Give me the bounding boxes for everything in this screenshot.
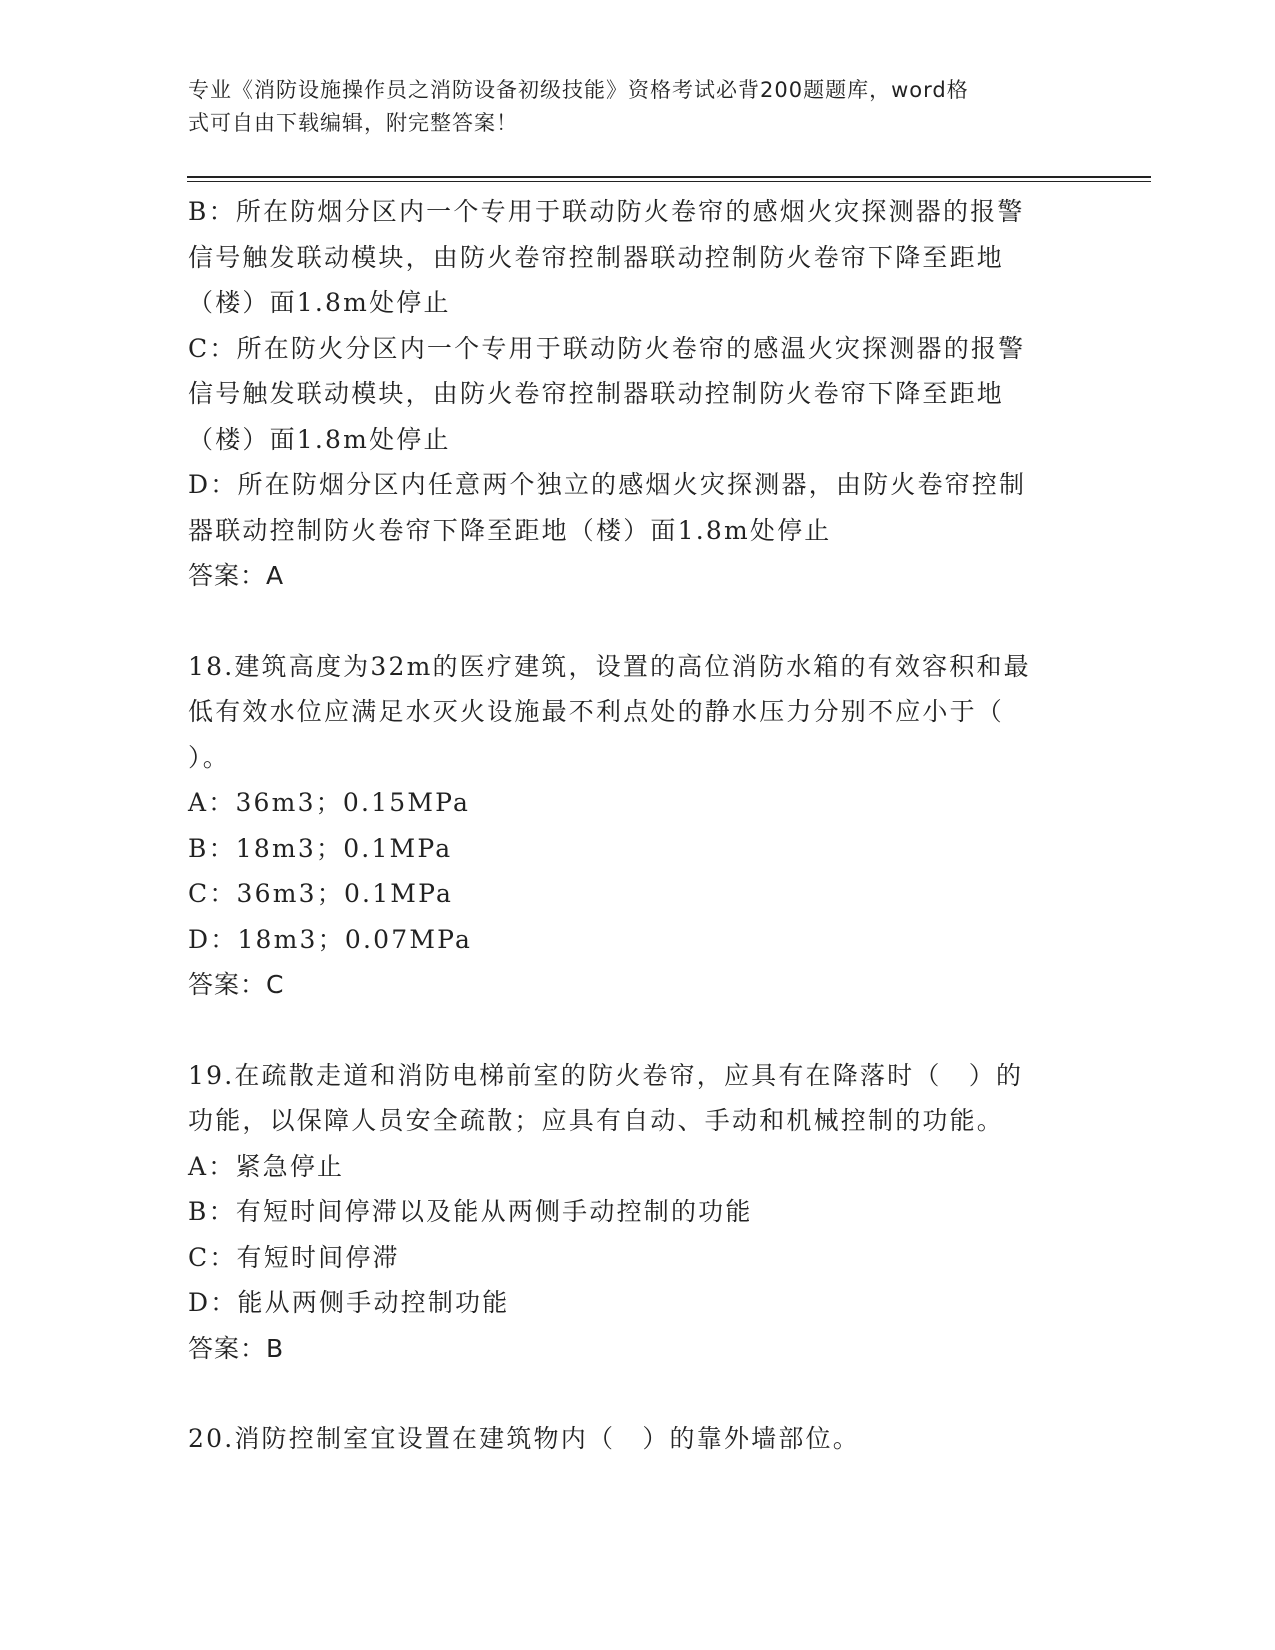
question-18 (188, 644, 1068, 1008)
option-b: B：18m3；0.1MPa (188, 833, 453, 863)
question-stem-line: ）。 (188, 742, 230, 772)
option-a: A：36m3；0.15MPa (188, 788, 471, 817)
question-content (188, 189, 1068, 1462)
option-b-line-3: （楼）面1.8m处停止 (188, 288, 451, 317)
header-rule-thick (187, 176, 1151, 178)
option-d: D：能从两侧手动控制功能 (188, 1288, 510, 1317)
option-b-line-2: 信号触发联动模块，由防火卷帘控制器联动控制防火卷帘下降至距地 (188, 242, 1005, 272)
question-17-continued (188, 189, 1068, 599)
question-stem-line: 20.消防控制室宜设置在建筑物内（ ）的靠外墙部位。 (188, 1424, 860, 1453)
question-20 (188, 1416, 1068, 1462)
option-d-line-1: D：所在防烟分区内任意两个独立的感烟火灾探测器，由防火卷帘控制 (188, 470, 1027, 499)
spacer (188, 1008, 1068, 1053)
answer: 答案：A (188, 561, 285, 590)
spacer (188, 599, 1068, 644)
option-a: A：紧急停止 (188, 1151, 345, 1181)
option-b-line-1: B：所在防烟分区内一个专用于联动防火卷帘的感烟火灾探测器的报警 (188, 197, 1025, 226)
option-c-line-1: C：所在防火分区内一个专用于联动防火卷帘的感温火灾探测器的报警 (188, 333, 1026, 363)
option-c-line-3: （楼）面1.8m处停止 (188, 424, 451, 454)
answer: 答案：C (188, 970, 285, 999)
header-rule-thin (187, 181, 1151, 182)
option-d: D：18m3；0.07MPa (188, 924, 473, 954)
question-stem-line: 19.在疏散走道和消防电梯前室的防火卷帘，应具有在降落时（ ）的 (188, 1060, 1024, 1090)
question-stem-line: 低有效水位应满足水灭火设施最不利点处的静水压力分别不应小于（ (188, 697, 1005, 726)
document-header (188, 74, 1068, 140)
option-b (188, 189, 1068, 326)
option-d-line-2: 器联动控制防火卷帘下降至距地（楼）面1.8m处停止 (188, 515, 832, 545)
option-d (188, 462, 1068, 553)
answer: 答案：B (188, 1333, 285, 1363)
spacer (188, 1371, 1068, 1416)
option-c-line-2: 信号触发联动模块，由防火卷帘控制器联动控制防火卷帘下降至距地 (188, 379, 1005, 408)
question-stem-line: 18.建筑高度为32m的医疗建筑，设置的高位消防水箱的有效容积和最 (188, 651, 1031, 681)
question-19 (188, 1053, 1068, 1372)
option-c: C：36m3；0.1MPa (188, 879, 454, 908)
option-c (188, 326, 1068, 463)
header-line-2: 式可自由下载编辑，附完整答案！ (188, 111, 518, 135)
header-line-1: 专业《消防设施操作员之消防设备初级技能》资格考试必背200题题库，word格 (188, 78, 969, 102)
option-b: B：有短时间停滞以及能从两侧手动控制的功能 (188, 1197, 753, 1226)
question-stem-line: 功能，以保障人员安全疏散；应具有自动、手动和机械控制的功能。 (188, 1106, 1005, 1135)
option-c: C：有短时间停滞 (188, 1242, 400, 1272)
